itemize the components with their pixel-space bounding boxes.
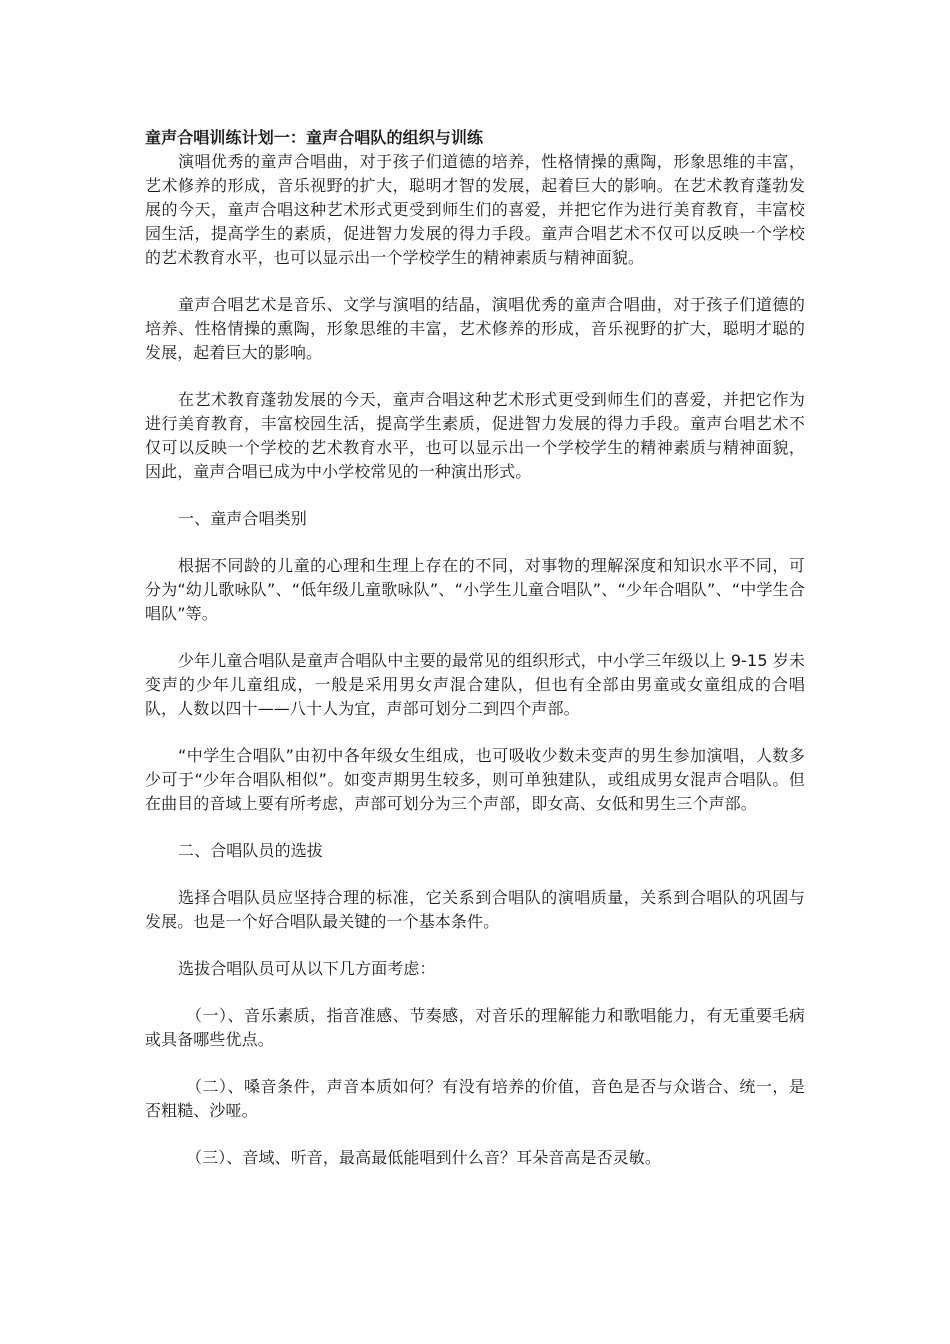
paragraph-categories: 根据不同龄的儿童的心理和生理上存在的不同，对事物的理解深度和知识水平不同，可分为“幼儿歌咏队”、“低年级儿童歌咏队”、“小学生儿童合唱队”、“少年合唱队”、“中学生合唱队”等。 [145,556,805,623]
document-title: 童声合唱训练计划一：童声合唱队的组织与训练 [145,128,484,147]
document-body [145,126,805,1193]
paragraph-middle-school-choir: “中学生合唱队”由初中各年级女生组成，也可吸收少数未变声的男生参加演唱，人数多少可于“少年合唱队相似”。如变声期男生较多，则可单独建队，或组成男女混声合唱队。但在曲目的音域上要有所考虑，声部可划分为三个声部，即女高、女低和男生三个声部。 [145,746,805,813]
paragraph-selection-standard: 选择合唱队员应坚持合理的标准，它关系到合唱队的演唱质量，关系到合唱队的巩固与发展。也是一个好合唱队最关键的一个基本条件。 [145,888,805,931]
paragraph-art-education: 在艺术教育蓬勃发展的今天，童声合唱这种艺术形式更受到师生们的喜爱，并把它作为进行美育教育，丰富校园生活，提高学生素质，促进智力发展的得力手段。童声台唱艺术不仅可以反映一个学校的艺术教育水平，也可以显示出一个学校学生的精神素质与精神面貌，因此，童声合唱已成为中小学校常见的一种演出形式。 [145,390,805,481]
list-item-range-hearing: （三）、音域、听音，最高最低能唱到什么音？耳朵音高是否灵敏。 [186,1148,662,1167]
paragraph-selection-aspects: 选拔合唱队员可从以下几方面考虑： [178,959,436,978]
paragraph-intro: 演唱优秀的童声合唱曲，对于孩子们道德的培养，性格情操的熏陶，形象思维的丰富，艺术修养的形成，音乐视野的扩大，聪明才智的发展，起着巨大的影响。在艺术教育蓬勃发展的今天，童声合唱这种艺术形式更受到师生们的喜爱，并把它作为进行美育教育，丰富校园生活，提高学生的素质，促进智力发展的得力手段。童声合唱艺术不仅可以反映一个学校的艺术教育水平，也可以显示出一个学校学生的精神素质与精神面貌。 [145,152,805,267]
section-heading-categories: 一、童声合唱类别 [178,509,307,528]
paragraph-art-crystallization: 童声合唱艺术是音乐、文学与演唱的结晶，演唱优秀的童声合唱曲，对于孩子们道德的培养、性格情操的熏陶，形象思维的丰富，艺术修养的形成，音乐视野的扩大，聪明才聪的发展，起着巨大的影响。 [145,295,805,362]
list-item-voice-condition: （二）、嗓音条件，声音本质如何？有没有培养的价值，音色是否与众谐合、统一，是否粗糙、沙哑。 [145,1077,805,1120]
list-item-musical-quality: （一）、音乐素质，指音准感、节奏感，对音乐的理解能力和歌唱能力，有无重要毛病或具备哪些优点。 [145,1006,805,1049]
paragraph-youth-choir: 少年儿童合唱队是童声合唱队中主要的最常见的组织形式，中小学三年级以上 9-15 岁未变声的少年儿童组成，一般是采用男女声混合建队，但也有全部由男童或女童组成的合唱队，人数以四十——八十人为宜，声部可划分二到四个声部。 [145,651,805,718]
section-heading-selection: 二、合唱队员的选拔 [178,841,323,860]
